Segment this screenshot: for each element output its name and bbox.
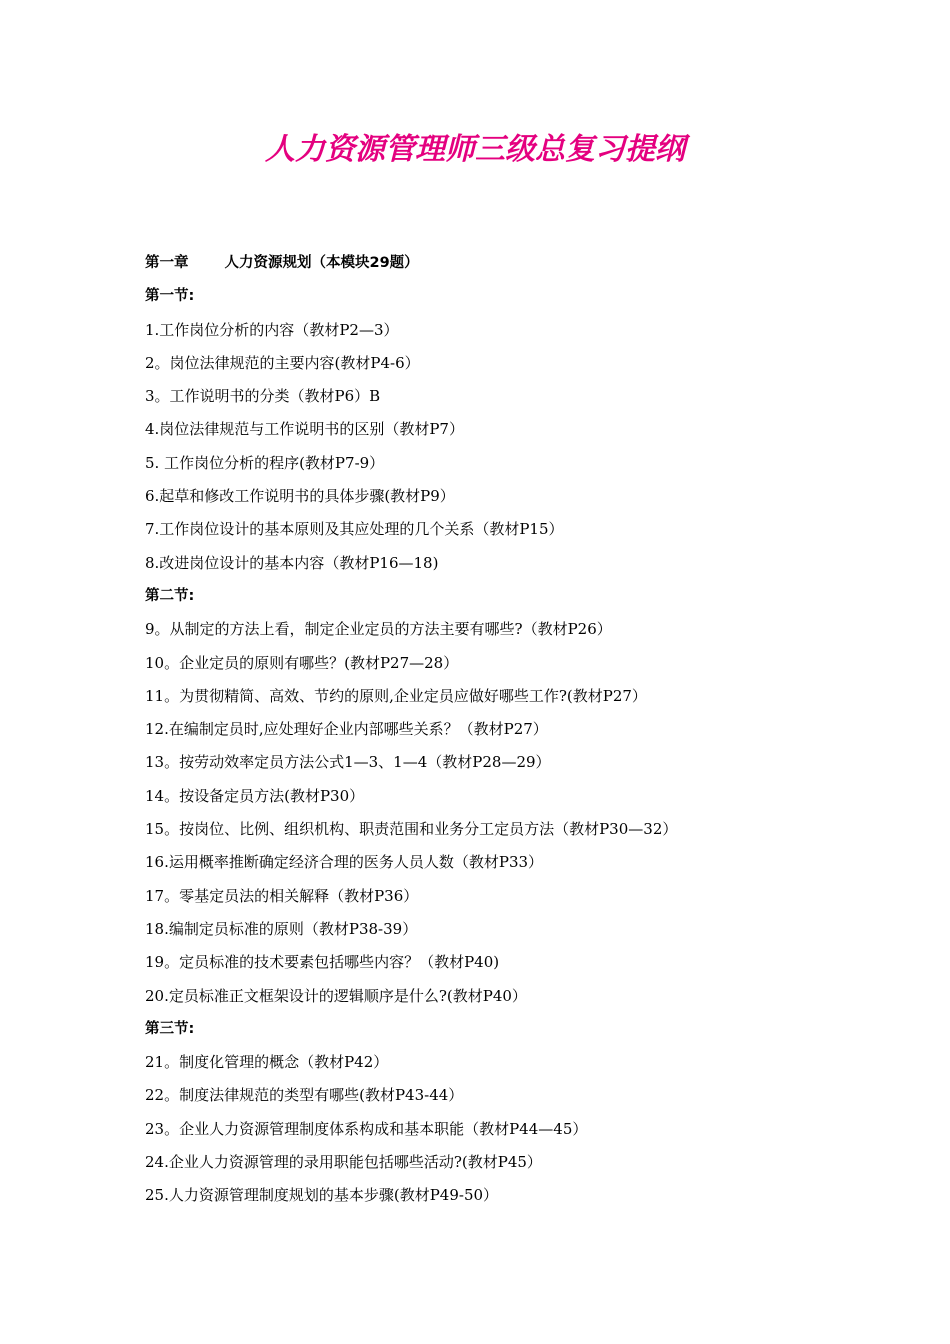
chapter-label: 第一章 (145, 255, 189, 271)
outline-body (145, 250, 865, 1216)
outline-item: 2。岗位法律规范的主要内容(教材P4-6） (145, 353, 420, 372)
outline-item: 3。工作说明书的分类（教材P6）B (145, 387, 381, 406)
outline-item: 17。零基定员法的相关解释（教材P36） (145, 886, 419, 905)
outline-item: 24.企业人力资源管理的录用职能包括哪些活动?(教材P45） (145, 1153, 542, 1172)
outline-item: 14。按设备定员方法(教材P30） (145, 786, 365, 805)
section-heading: 第三节: (145, 1020, 195, 1037)
chapter-title: 人力资源规划（本模块29题） (224, 255, 419, 271)
outline-item: 16.运用概率推断确定经济合理的医务人员人数（教材P33） (145, 853, 544, 872)
outline-item: 5. 工作岗位分析的程序(教材P7-9） (145, 453, 385, 472)
outline-item: 25.人力资源管理制度规划的基本步骤(教材P49-50） (145, 1186, 499, 1205)
outline-item: 23。企业人力资源管理制度体系构成和基本职能（教材P44—45） (145, 1119, 588, 1138)
outline-item: 10。企业定员的原则有哪些？(教材P27—28） (145, 653, 459, 672)
outline-item: 13。按劳动效率定员方法公式1—3、1—4（教材P28—29） (145, 753, 551, 772)
section-heading: 第二节: (145, 587, 195, 604)
outline-item: 22。制度法律规范的类型有哪些(教材P43-44） (145, 1086, 464, 1105)
outline-item: 7.工作岗位设计的基本原则及其应处理的几个关系（教材P15） (145, 520, 564, 539)
outline-item: 4.岗位法律规范与工作说明书的区别（教材P7） (145, 420, 464, 439)
outline-item: 9。从制定的方法上看，制定企业定员的方法主要有哪些?（教材P26） (145, 620, 612, 639)
outline-item: 19。定员标准的技术要素包括哪些内容？（教材P40) (145, 953, 500, 972)
outline-item: 1.工作岗位分析的内容（教材P2—3） (145, 320, 399, 339)
outline-item: 6.起草和修改工作说明书的具体步骤(教材P9） (145, 487, 455, 506)
outline-item: 11。为贯彻精简、高效、节约的原则,企业定员应做好哪些工作?(教材P27） (145, 686, 647, 705)
outline-item: 21。制度化管理的概念（教材P42） (145, 1053, 389, 1072)
section-heading: 第一节: (145, 288, 195, 305)
outline-item: 18.编制定员标准的原则（教材P38-39） (145, 919, 418, 938)
document-title: 人力资源管理师三级总复习提纲 (265, 132, 685, 167)
outline-item: 8.改进岗位设计的基本内容（教材P16—18) (145, 553, 439, 572)
outline-item: 12.在编制定员时,应处理好企业内部哪些关系？（教材P27） (145, 720, 548, 739)
chapter-heading (145, 250, 865, 283)
outline-item: 20.定员标准正文框架设计的逻辑顺序是什么?(教材P40） (145, 986, 527, 1005)
outline-item: 15。按岗位、比例、组织机构、职责范围和业务分工定员方法（教材P30—32） (145, 820, 678, 839)
